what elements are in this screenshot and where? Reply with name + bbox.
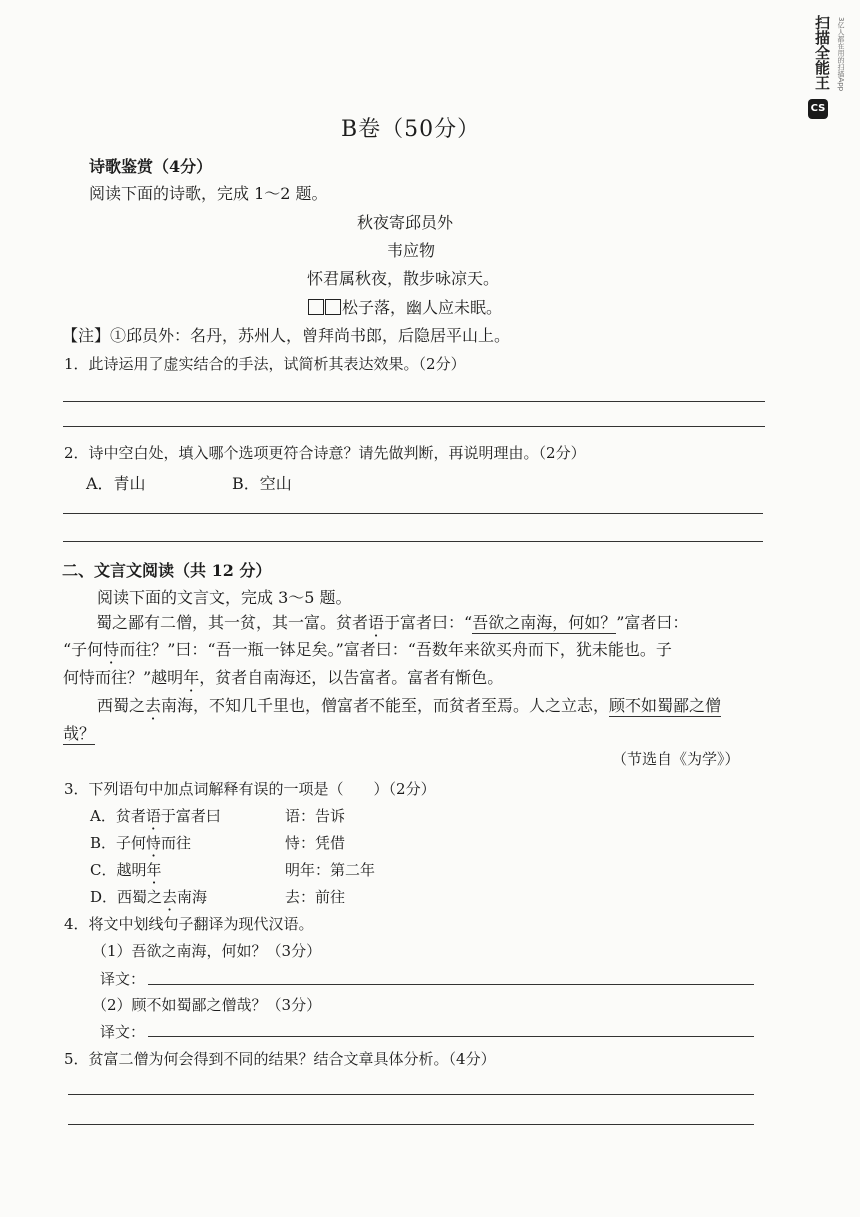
- passage-source: （节选自《为学》）: [612, 750, 740, 768]
- q2-option-a: A．青山: [86, 474, 146, 493]
- q3-option-d: [90, 886, 207, 907]
- scanner-watermark: [808, 15, 856, 125]
- q3-option-b: [90, 832, 191, 853]
- option-text: A．贫者: [90, 807, 146, 825]
- option-text: C．越明: [90, 861, 147, 879]
- passage-text: 何恃而往？”越明: [63, 668, 184, 687]
- question-4: 4．将文中划线句子翻译为现代汉语。: [64, 915, 314, 933]
- option-text: 而往: [161, 834, 192, 852]
- watermark-brand: 扫描全能王: [813, 15, 831, 90]
- poem-line-1: 怀君属秋夜，散步咏凉天。: [307, 269, 500, 288]
- poetry-instruction: 阅读下面的诗歌，完成 1～2 题。: [89, 184, 328, 203]
- option-text: B．子何: [90, 834, 147, 852]
- q3-option-d-explanation: 去：前往: [285, 888, 346, 906]
- answer-line-q2-2[interactable]: [63, 541, 763, 542]
- passage-text: “子何: [63, 640, 104, 659]
- passage-line-3: [63, 665, 503, 688]
- q3-option-b-explanation: 恃：凭借: [285, 834, 346, 852]
- answer-line-q1-2[interactable]: [63, 426, 765, 427]
- dotted-word: 去: [162, 888, 178, 906]
- passage-text: ”富者曰：: [616, 613, 689, 632]
- dotted-word: 年: [146, 861, 162, 879]
- answer-line-q5-1[interactable]: [68, 1094, 754, 1095]
- page-title: B卷（50分）: [341, 117, 481, 142]
- passage-text: 西蜀之: [97, 696, 146, 715]
- passage-text: 南海，不知几千里也，僧富者不能至，而贫者至焉。人之立志，: [161, 696, 610, 715]
- poem-note: 【注】①邱员外：名丹，苏州人，曾拜尚书郎，后隐居平山上。: [62, 326, 511, 345]
- dotted-word: 年: [183, 668, 200, 687]
- q4-2-translation-label: 译文：: [100, 1023, 146, 1041]
- question-4-2: （2）顾不如蜀鄙之僧哉？（3分）: [92, 996, 322, 1014]
- question-1: 1．此诗运用了虚实结合的手法，试简析其表达效果。（2分）: [64, 355, 466, 373]
- q3-option-a: [90, 805, 221, 826]
- question-4-1: （1）吾欲之南海，何如？（3分）: [92, 942, 322, 960]
- underlined-sentence-2: 顾不如蜀鄙之僧: [609, 696, 722, 715]
- passage-text: ，贫者自南海还，以告富者。富者有惭色。: [199, 668, 504, 687]
- answer-line-q1-1[interactable]: [63, 401, 765, 402]
- camscanner-logo-icon: CS: [808, 99, 828, 119]
- blank-box: [325, 299, 341, 315]
- underlined-sentence-1: 吾欲之南海，何如？: [472, 613, 617, 632]
- q3-option-c: [90, 859, 162, 880]
- q4-1-translation-label: 译文：: [100, 970, 146, 988]
- option-text: 于富者曰: [160, 807, 221, 825]
- classical-instruction: 阅读下面的文言文，完成 3～5 题。: [97, 588, 352, 607]
- underlined-sentence-2-end: 哉？: [63, 724, 96, 743]
- blank-box: [308, 299, 324, 315]
- poetry-heading: 诗歌鉴赏（4分）: [89, 157, 213, 176]
- poem-title: 秋夜寄邱员外: [357, 213, 454, 232]
- passage-line-1: [96, 610, 688, 633]
- q3-option-c-explanation: 明年：第二年: [285, 861, 376, 879]
- q3-option-a-explanation: 语：告诉: [285, 807, 346, 825]
- option-text: D．西蜀之: [90, 888, 163, 906]
- answer-line-q4-1[interactable]: [148, 984, 754, 985]
- question-3: 3．下列语句中加点词解释有误的一项是（ ）（2分）: [64, 780, 436, 798]
- dotted-word: 去: [145, 696, 162, 715]
- q2-option-b: B．空山: [232, 474, 292, 493]
- dotted-word: 语: [145, 807, 161, 825]
- watermark-slogan: 3亿人都在用的扫描App: [837, 17, 845, 92]
- poem-line-2-text: 松子落，幽人应未眠。: [342, 298, 503, 317]
- poem-author: 韦应物: [387, 241, 436, 260]
- passage-text: 蜀之鄙有二僧，其一贫，其一富。贫者: [96, 613, 369, 632]
- passage-line-5: [63, 721, 95, 744]
- passage-text: 而往？”曰：“吾一瓶一钵足矣。”富者曰：“吾数年来欲买舟而下，犹未能也。子: [119, 640, 672, 659]
- answer-line-q4-2[interactable]: [148, 1036, 754, 1037]
- dotted-word: 语: [368, 613, 385, 632]
- answer-line-q5-2[interactable]: [68, 1124, 754, 1125]
- dotted-word: 恃: [103, 640, 120, 659]
- passage-line-4: [97, 693, 721, 716]
- option-text: 南海: [177, 888, 208, 906]
- classical-heading: 二、文言文阅读（共 12 分）: [62, 561, 272, 580]
- dotted-word: 恃: [146, 834, 162, 852]
- question-2: 2．诗中空白处，填入哪个选项更符合诗意？请先做判断，再说明理由。（2分）: [64, 444, 586, 462]
- answer-line-q2-1[interactable]: [63, 513, 763, 514]
- passage-line-2: [63, 637, 672, 660]
- poem-line-2: [308, 295, 502, 318]
- passage-text: 于富者曰：“: [384, 613, 473, 632]
- question-5: 5．贫富二僧为何会得到不同的结果？结合文章具体分析。（4分）: [64, 1050, 496, 1068]
